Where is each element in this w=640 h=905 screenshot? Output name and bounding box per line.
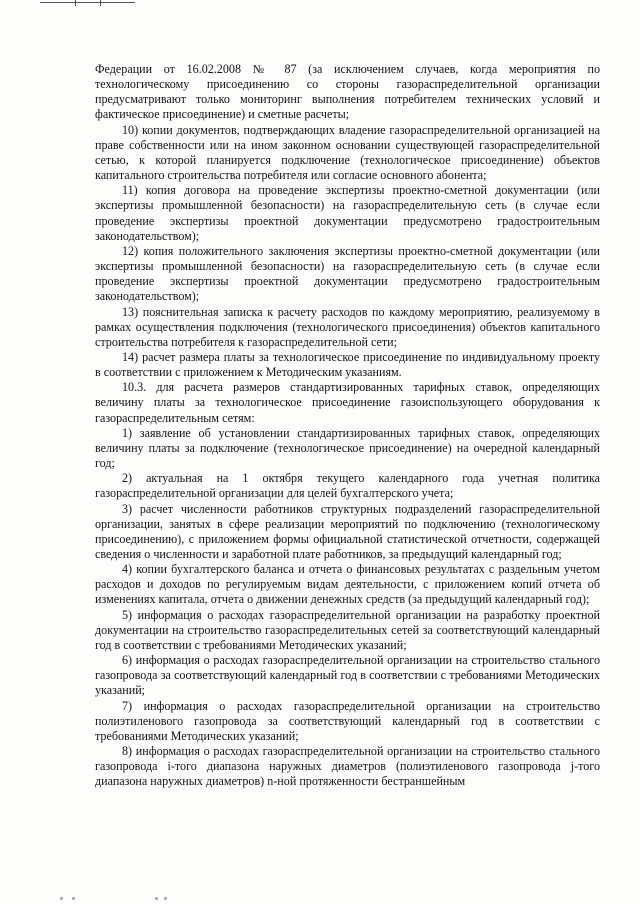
paragraph-item-12: 12) копия положительного заключения экспертизы проектно-сметной документации (или экспертизы промышленной безопасности) на газораспределительную сеть (в случае если проведение экспертизы проектной документации предусмотрено градостроительным законодательством);	[95, 243, 600, 304]
document-body	[95, 62, 600, 790]
paragraph-subitem-5: 5) информация о расходах газораспределительной организации на разработку проектной документации на строительство газораспределительных сетей за соответствующий календарный год в соответствии с требованиями Методических указаний;	[95, 607, 600, 652]
paragraph-subitem-8: 8) информация о расходах газораспределительной организации на строительство стального газопровода i-того диапазона наружных диаметров (полиэтиленового газопровода j-того диапазона наружных диаметров) n-ной протяженности бестраншейным	[95, 744, 600, 789]
paragraph-item-11: 11) копия договора на проведение экспертизы проектно-сметной документации (или экспертизы промышленной безопасности) на газораспределительную сеть (в случае если проведение экспертизы проектной документации предусмотрено градостроительным законодательством);	[95, 183, 600, 243]
paragraph-subitem-3: 3) расчет численности работников структурных подразделений газораспределительной организации, занятых в сфере реализации мероприятий по подключению (технологическому присоединению), с приложением формы официальной статистической отчетности, содержащей сведения о численности и заработной плате работников, за предыдущий календарный год;	[95, 501, 600, 561]
paragraph-item-13: 13) пояснительная записка к расчету расходов по каждому мероприятию, реализуемому в рамках осуществления подключения (технологического присоединения) объектов капитального строительства потребителя к газораспределительной сети;	[95, 304, 600, 349]
paragraph-continuation: Федерации от 16.02.2008 № 87 (за исключением случаев, когда мероприятия по технологическому присоединению со стороны газораспределительной организации предусматривают только мониторинг выполнения потребителем технических условий и фактическое присоединение) и сметные расчеты;	[95, 62, 600, 122]
paragraph-subitem-4: 4) копии бухгалтерского баланса и отчета о финансовых результатах с раздельным учетом расходов и доходов по регулируемым видам деятельности, с приложением копий отчета об изменениях капитала, отчета о движении денежных средств (за предыдущий календарный год);	[95, 562, 600, 607]
scan-artifact-top	[40, 2, 135, 3]
paragraph-item-10: 10) копии документов, подтверждающих владение газораспределительной организацией на праве собственности или на ином законном основании существующей газораспределительной сетью, к которой планируется подключение (технологическое присоединение) объектов капитального строительства потребителя или согласие основного абонента;	[95, 122, 600, 183]
scan-artifact-bottom	[60, 897, 200, 901]
paragraph-subitem-2: 2) актуальная на 1 октября текущего календарного года учетная политика газораспределительной организации для целей бухгалтерского учета;	[95, 471, 600, 501]
paragraph-subitem-6: 6) информация о расходах газораспределительной организации на строительство стального газопровода за соответствующий календарный год в соответствии с требованиями Методических указаний;	[95, 653, 600, 698]
paragraph-subitem-1: 1) заявление об установлении стандартизированных тарифных ставок, определяющих величину платы за подключение (технологическое присоединение) на очередной календарный год;	[95, 425, 600, 471]
paragraph-section-10-3: 10.3. для расчета размеров стандартизированных тарифных ставок, определяющих величину платы за технологическое присоединение газоиспользующего оборудования к газораспределительным сетям:	[95, 380, 600, 425]
paragraph-item-14: 14) расчет размера платы за технологическое присоединение по индивидуальному проекту в соответствии с приложением к Методическим указаниям.	[95, 349, 600, 380]
paragraph-subitem-7: 7) информация о расходах газораспределительной организации на строительство полиэтиленового газопровода за соответствующий календарный год в соответствии с требованиями Методических указаний;	[95, 698, 600, 743]
